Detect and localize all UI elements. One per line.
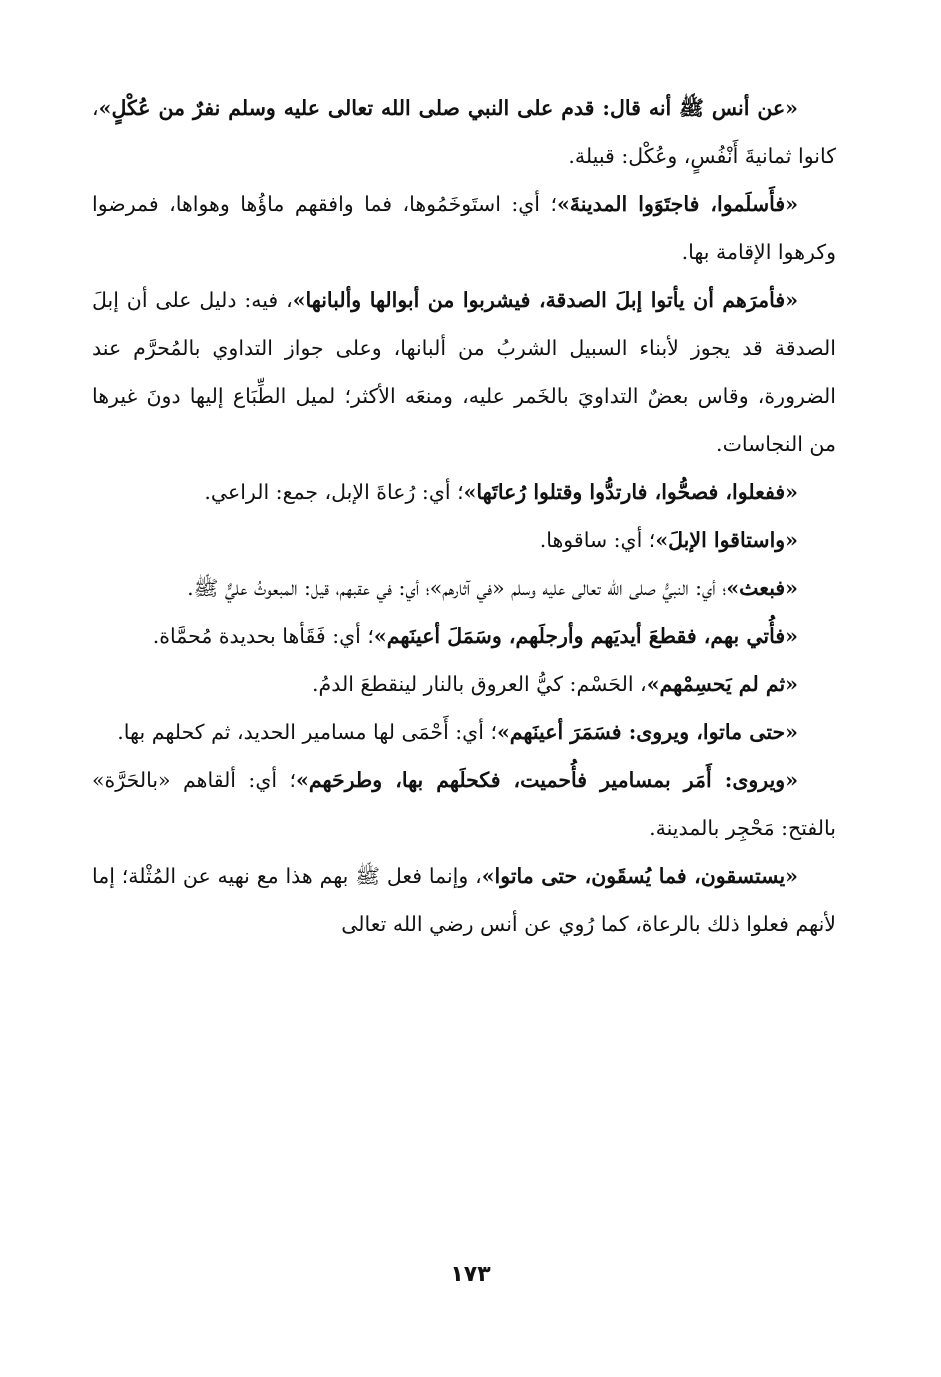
paragraph-11 (92, 852, 836, 948)
paragraph-5 (92, 516, 836, 564)
paragraph-4 (92, 468, 836, 516)
paragraph-6 (92, 564, 836, 612)
paragraph-1 (92, 84, 836, 180)
quote-hatta-matu: «حتى ماتوا، ويروى: فسَمَرَ أعينَهم» (496, 720, 798, 744)
paragraph-9 (92, 708, 836, 756)
paragraph-8 (92, 660, 836, 708)
quote-yastasqun: «يستسقون، فما يُسقَون، حتى ماتوا» (481, 864, 798, 888)
commentary-11: ، وإنما فعل ﷺ بهم هذا مع نهيه عن المُثْلة؛ إما لأنهم فعلوا ذلك بالرعاة، كما رُوي عن أنس رضي الله تعالى (92, 864, 836, 936)
commentary-3: ، فيه: دليل على أن إبلَ الصدقة قد يجوز لأبناء السبيل الشربُ من ألبانها، وعلى جواز التداوي بالمُحرَّم عند الضرورة، وقاس بعضٌ التداويَ بالخَمر عليه، ومنعَه الأكثر؛ لميل الطِّبَاع إليها دونَ غيرها من النجاسات. (92, 288, 836, 456)
quote-faotiya: «فأُتي بهم، فقطعَ أيديَهم وأرجلَهم، وسَمَلَ أعينَهم» (373, 624, 798, 648)
paragraph-3 (92, 276, 836, 468)
commentary-1: ، كانوا ثمانيةَ أَنْفُسٍ، وعُكْل: قبيلة. (92, 96, 836, 168)
paragraph-2 (92, 180, 836, 276)
page-number: ١٧٣ (450, 1262, 491, 1287)
commentary-2: ؛ أي: استَوخَمُوها، فما وافقهم ماؤُها وهواها، فمرضوا وكرهوا الإقامة بها. (92, 192, 836, 264)
commentary-7: ؛ أي: فَقَأها بحديدة مُحمَّاة. (152, 624, 374, 648)
quote-amarahum: «فأمرَهم أن يأتوا إبلَ الصدقة، فيشربوا من أبوالها وألبانها» (292, 288, 799, 312)
commentary-10: ؛ أي: ألقاهم «بالحَرَّة» بالفتح: مَحْجِر بالمدينة. (92, 768, 836, 840)
quote-anas: «عن أنس ﷺ أنه قال: قدم على النبي صلى الله تعالى عليه وسلم نفرٌ من عُكْلٍ» (98, 96, 798, 120)
commentary-4: ؛ أي: رُعاةَ الإبل، جمع: الراعي. (204, 480, 464, 504)
commentary-9: ؛ أي: أَحْمَى لها مسامير الحديد، ثم كحلهم بها. (117, 720, 497, 744)
quote-istaqu: «واستاقوا الإبلَ» (655, 528, 798, 552)
quote-yurwa: «ويروى: أَمَر بمسامير فأُحميت، فكحلَهم بها، وطرحَهم» (296, 768, 799, 792)
commentary-8: ، الحَسْم: كيُّ العروق بالنار لينقطعَ الدمُ. (312, 672, 647, 696)
quote-fafaalu: «ففعلوا، فصحُّوا، فارتدُّوا وقتلوا رُعاتَها» (463, 480, 798, 504)
quote-fabaatha: «فبعث» (726, 576, 798, 600)
paragraph-7 (92, 612, 836, 660)
paragraph-10 (92, 756, 836, 852)
quote-aslamu: «فأَسلَموا، فاجتَوَوا المدينةَ» (556, 192, 799, 216)
commentary-6: ؛ أي: النبيُّ صلى الله تعالى عليه وسلم «في آثارهم»؛ أي: في عقبهم، قيل: المبعوثُ عليٌّ ﷺ. (187, 576, 727, 600)
quote-lam-yahsimhum: «ثم لم يَحسِمْهم» (646, 672, 798, 696)
page-body (92, 84, 836, 948)
commentary-5: ؛ أي: ساقوها. (539, 528, 656, 552)
